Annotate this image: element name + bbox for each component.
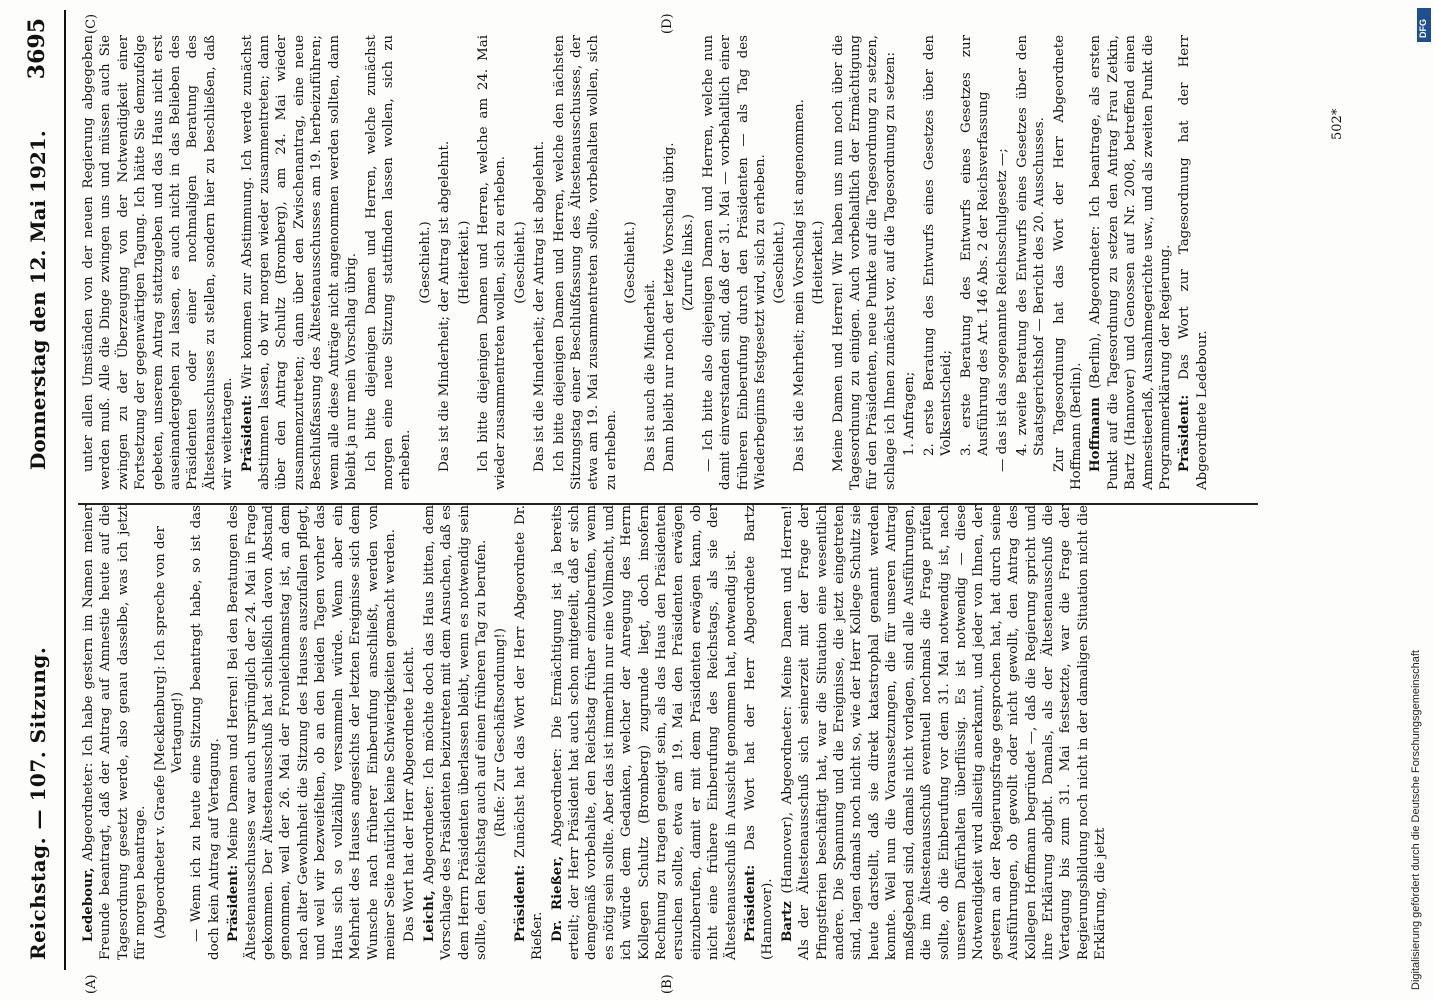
paragraph [401,505,418,960]
paragraph [456,35,473,490]
speaker-name: Bartz [778,901,795,942]
margin-mark-d: (D) [660,13,675,34]
text-column-left [80,505,1280,960]
paragraph [810,35,827,490]
paragraph [152,505,187,960]
paragraph [771,35,788,490]
paragraph [700,35,770,490]
paragraph-text: Abgeordneter: Die Ermächtigung ist ja bereits erteilt; der Herr Präsident hat auch schon mitgeteilt, daß er sich demgemäß vorbehalte, den Reichstag früher einzuberufen, wenn es nötig sein sollte. Aber das ist immerhin nur eine Vollmacht, und ich würde dem Gedanken, welcher der Anregung des Herrn Kollegen Schultz (Bromberg) zugrunde liegt, doch insofern Rechnung zu tragen geneigt sein, als das Haus den Präsidenten ersuchen sollte, etwa am 19. Mai den Präsidenten erwägen einzuberufen, damit er mit dem Präsidenten erwägen kann, ob nicht eine frühere Einberufung des Reichstags, als sie der Ältestenausschuß in Aussicht genommen hat, notwendig ist. [549,505,739,960]
paragraph [680,35,697,490]
paragraph-text: Das ist die Minderheit; der Antrag ist abgelehnt. [532,140,548,472]
speaker-name: Dr. Rießer, [548,855,565,942]
paragraph-text: (Heiterkeit.) [811,220,827,305]
paragraph-text: Ich bitte diejenigen Damen und Herren, welche am 24. Mai wieder zusammentreten wollen, sich zu erheben. [475,35,509,490]
paragraph [80,35,237,490]
paragraph-text: (Geschieht.) [417,221,433,304]
paragraph-text: (Hannover), Abgeordneter: Meine Damen und Herren! Als der Ältestenausschuß sich seinerzeit mit der Frage der Pfingstferien beschäftigt hat, war die Situation eine wesentlich andere. Die Spannung und die Ereignisse, die jetzt eingetreten sind, lagen damals noch nicht so, wie der Herr Kollege Schultz sie heute darstellt, daß sie direkt katastrophal genannt werden konnte. Weil nun die Voraussetzungen, die für unseren Antrag maßgebend sind, damals nicht vorlagen, sind alle Ausführungen, die im Ältestenausschuß eventuell nochmals die Frage prüfen sollte, ob die Einberufung vor dem 31. Mai notwendig ist, nach unserem Dafürhalten überflüssig. Es ist notwendig — diese Notwendigkeit wird allseitig anerkannt, und jeder von Ihnen, der gestern an der Regierungsfrage gesprochen hat, hat durch seine Ausführungen, ob gewollt oder nicht gewollt, den Antrag des Kollegen Hoffmann begründet —, daß die Regierung spricht und ihre Erklärung abgibt. Damals, als der Ältestenausschuß die Vertagung bis zum 31. Mai festsetzte, war die Frage der Regierungsbildung noch nicht in der damaligen Situation nicht die Erklärung, die jetzt [779,505,1109,960]
header-session: Reichstag. — 107. Sitzung. [26,646,50,960]
paragraph-text: (Abgeordneter v. Graefe [Mecklenburg]: Ich spreche von der Vertagung!) [152,526,186,939]
paragraph-text: Abgeordneter: Ich habe gestern im Namen meiner Freunde beantragt, daß der Antrag auf Amnestie heute auf die Tagesordnung gesetzt werde, also genau dasselbe, was ich jetzt für morgen beantrage. [81,505,149,960]
paragraph-text: (Zurufe links.) [681,214,697,311]
paragraph-text: (Geschieht.) [512,221,528,304]
paragraph [239,35,361,490]
paragraph [417,35,434,490]
paragraph [531,35,548,490]
paragraph [512,35,529,490]
header-date: Donnerstag den 12. Mai 1921. [26,130,50,470]
paragraph [421,505,491,960]
paragraph-text: (Heiterkeit.) [456,220,472,305]
paragraph [622,35,639,490]
paragraph-text: Das ist die Minderheit; der Antrag ist abgelehnt. [437,140,453,472]
speaker-name: Hoffmann [1087,397,1104,472]
digitization-note [1410,10,1430,990]
paragraph-text: Das ist die Mehrheit; mein Vorschlag ist angenommen. [791,99,807,472]
paragraph-text: Das Wort hat der Herr Abgeordnete Bartz (Hannover). [743,505,776,960]
column-divider [78,503,1258,505]
speaker-name: Präsident: [1176,394,1193,472]
paragraph-text: unter allen Umständen von der neuen Regierung abgegeben werden muß. Alle die Dinge zwingen uns und müssen auch Sie zwingen zu der Überzeugung von der Notwendigkeit einer Fortsetzung der gegenwärtigen Tagung. Ich hätte Sie demzufolge gebeten, unserem Antrag stattzugeben und das Haus nicht erst auseinandergehen zu lassen, es auch nicht in das Belieben des Präsidenten oder einer nochmaligen Beratung des Ältestenausschusses zu stellen, sondern hier zu beschließen, daß wir weitertagen. [81,35,236,490]
speaker-name: Ledebour, [80,867,96,942]
paragraph-text: (Berlin), Abgeordneter: Ich beantrage, als ersten Punkt auf die Tagesordnung zu setzen den Antrag Frau Zetkin, Bartz (Hannover) und Genossen auf Nr. 2008, betreffend einen Amnestieerlaß, Ausnahmegerichte usw., und als zweiten Punkt die Programmerklärung der Regierung. [1088,35,1173,490]
paragraph [188,505,223,960]
paragraph [492,505,509,960]
paragraph [436,35,453,490]
paragraph [958,35,993,490]
paragraph-text: Dann bleibt nur noch der letzte Vorschlag übrig. [662,142,677,472]
paragraph-text: Das Wort hat der Herr Abgeordnete Leicht. [402,646,418,942]
paragraph-text: Meine Damen und Herren! Bei den Beratungen des Ältestenausschusses war auch ursprünglich der 24. Mai in Frage gekommen. Der Ältestenausschuß hat schließlich davon Abstand genommen, weil der 26. Mai der Fronleichnamstag ist, an dem nach alter Gewohnheit die Sitzung des Hauses auszufallen pflegt, und weil wir bezweifelten, ob an den beiden Tagen vorher das Haus sich so vollzählig versammeln würde. Wenn aber ein Mehrheit des Hauses angesichts der letzten Ereignisse sich dem Wunsche nach früherer Einberufung anschließt, werden von meiner Seite natürlich keine Schwierigkeiten gemacht werden. [226,505,398,960]
margin-mark-c: (C) [84,13,99,34]
page-header [24,10,66,970]
margin-mark-b: (B) [660,974,675,994]
paragraph-text: Ich bitte diejenigen Damen und Herren, welche zunächst morgen eine neue Sitzung stattfinden lassen wollen, sich zu erheben. [363,35,414,490]
paragraph-text: (Geschieht.) [623,221,639,304]
dfg-logo-text: DFG [1418,19,1428,38]
paragraph-text: — Wenn ich zu heute eine Sitzung beantragt habe, so ist das doch kein Antrag auf Vertagung. [189,505,222,960]
paragraph-text: Wir kommen zur Abstimmung. Ich werde zunächst abstimmen lassen, ob wir morgen wieder zusammentreten; dann über den Antrag Schultz (Bromberg), am 24. Mai wieder zusammenzutreten; dann über den Zwischenantrag, eine neue Beschlußfassung des Ältestenausschusses am 19. herbeizuführen; wenn alle diese Anträge nicht angenommen werden sollten, dann bleibt ja nur mein Vorschlag übrig. [239,35,360,490]
paragraph-text: — das ist das sogenannte Reichsschulgesetz —; [995,148,1011,472]
paragraph [1087,35,1174,490]
paragraph [791,35,808,490]
footer-number: 502* [1330,108,1345,140]
paragraph-text: Meine Damen und Herren! Wir haben uns nun noch über die Tagesordnung zu einigen. Auch vorbehaltlich der Ermächtigung für den Präsidenten, neue Punkte auf die Tagesordnung zu setzen, schlage ich Ihnen zunächst vor, auf die Tagesordnung zu setzen: [830,35,898,490]
speaker-name: Präsident: [225,864,242,942]
paragraph [921,35,956,490]
margin-mark-a: (A) [84,974,99,994]
paragraph-text: Zur Tagesordnung hat das Wort der Herr Abgeordnete Hoffmann (Berlin). [1051,35,1084,490]
paragraph [830,35,900,490]
paragraph-text: 1. Anfragen; [902,371,918,456]
paragraph [994,35,1011,490]
paragraph [1176,35,1211,490]
paragraph [512,505,547,960]
paragraph [901,35,918,490]
paragraph [742,505,777,960]
paragraph [551,35,621,490]
text-column-right [80,35,1280,490]
speaker-name: Präsident: [511,864,528,942]
paragraph-text: Das ist auch die Minderheit. [642,279,658,472]
paragraph-text: Zunächst hat das Wort der Herr Abgeordnete Dr. Rießer. [512,505,546,960]
paragraph-text: 3. erste Beratung des Entwurfs eines Gesetzes zur Ausführung des Art. 146 Abs. 2 der Reichsverfassung [958,35,991,456]
paragraph-text: (Rufe: Zur Geschäftsordnung!) [493,627,509,838]
speaker-name: Präsident: [742,864,759,942]
paragraph [779,505,1110,960]
paragraph [1051,35,1086,490]
page-number: 3695 [24,18,50,80]
paragraph [549,505,740,960]
paragraph-text: 2. erste Beratung des Entwurfs eines Gesetzes über den Volksentscheid; [921,35,955,456]
paragraph-text: Abgeordneter: Ich möchte doch das Haus bitten, dem Vorschlage des Präsidenten beizutreten mit dem Ansuchen, daß es dem Herrn Präsidenten überlassen bleibt, wenn es notwendig sein sollte, den Reichstag auch auf einen früheren Tag zu berufen. [421,505,489,960]
digitization-note-text: Digitalisierung gefördert durch die Deutsche Forschungsgemeinschaft [1410,650,1422,990]
paragraph-text: (Geschieht.) [772,221,788,304]
paragraph [363,35,415,490]
paragraph-text: Das Wort zur Tagesordnung hat der Herr Abgeordnete Ledebour. [1177,35,1210,490]
paragraph [642,35,659,490]
paragraph [225,505,399,960]
paragraph-text: Ich bitte diejenigen Damen und Herren, welche den nächsten Sitzungstag einer Beschlußfassung des Ältestenausschusses, der etwa am 19. Mai zusammentreten sollte, vorbehalten wollen, sich zu erheben. [551,35,619,490]
paragraph [80,505,150,960]
paragraph-text: 4. zweite Beratung des Entwurfs eines Gesetzes über den Staatsgerichtshof — Bericht des 20. Ausschusses. [1014,35,1048,456]
paragraph-text: — Ich bitte also diejenigen Damen und Herren, welche nun damit einverstanden sind, daß der 31. Mai — vorbehaltlich einer früheren Einberufung durch den Präsidenten — als Tag des Wiederbeginns festgesetzt wird, sich zu erheben. [700,35,769,490]
dfg-logo [1417,8,1431,42]
paragraph [661,35,678,490]
speaker-name: Präsident: [238,394,255,472]
paragraph [475,35,510,490]
paragraph [1014,35,1049,490]
speaker-name: Leicht, [420,890,437,942]
